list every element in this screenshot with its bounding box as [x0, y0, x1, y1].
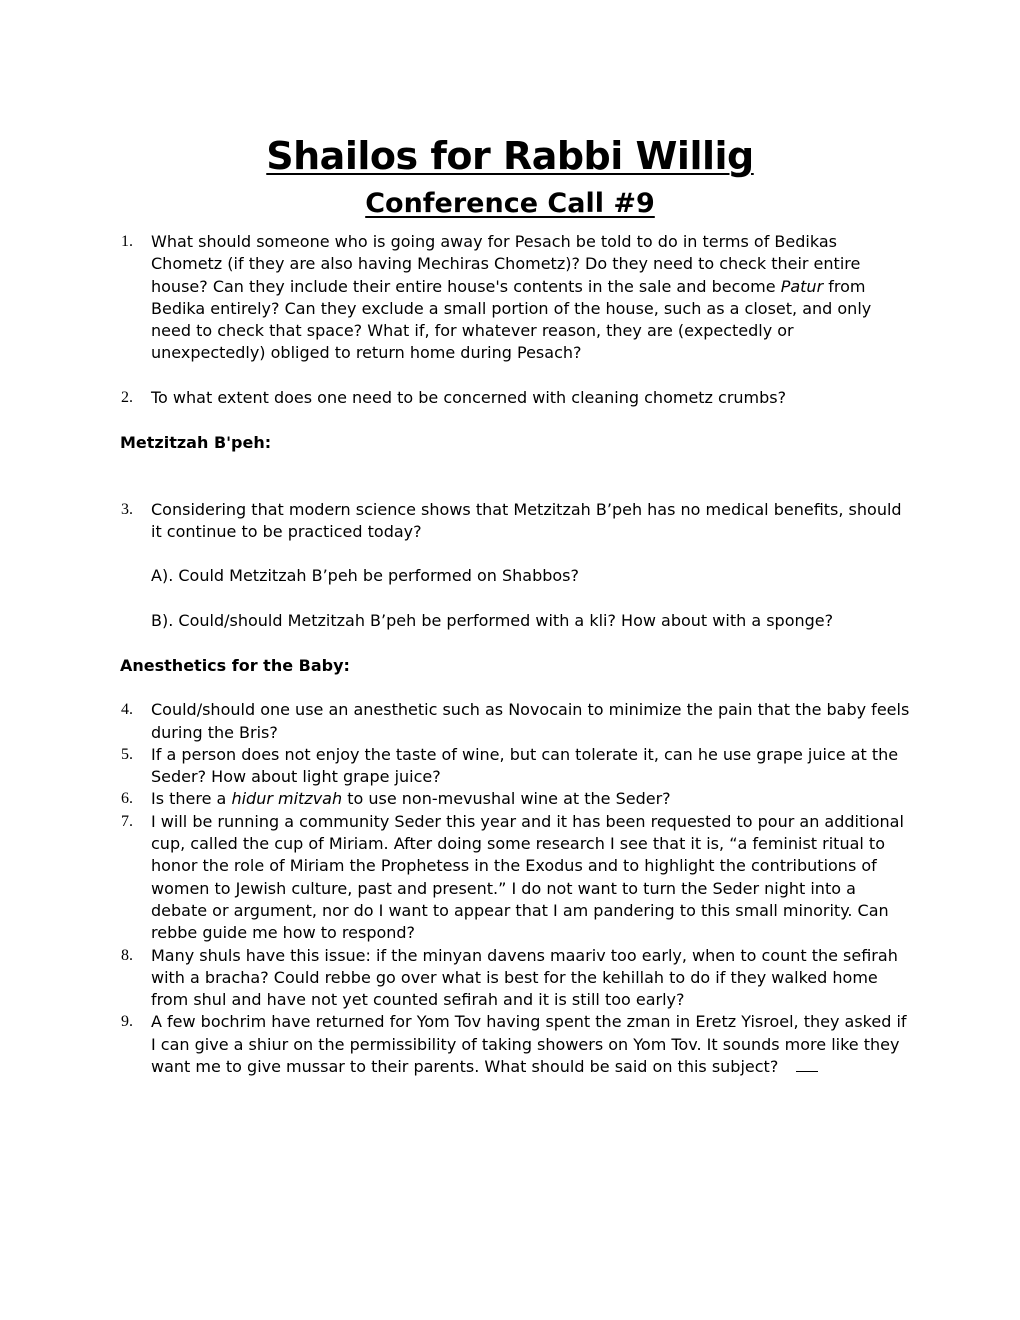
question-8 — [120, 945, 910, 1012]
question-7 — [120, 811, 910, 945]
question-text: Could/should one use an anesthetic such as Novocain to minimize the pain that the baby feels during the Bris? — [151, 700, 910, 742]
page-subtitle — [0, 186, 1020, 222]
question-3-sub-a: A). Could Metzitzah B’peh be performed on Shabbos? — [151, 566, 580, 586]
question-number: 2. — [121, 389, 133, 407]
page-title-text: Shailos for Rabbi Willig — [266, 134, 754, 178]
question-text: I will be running a community Seder this year and it has been requested to pour an additional cup, called the cup of Miriam. After doing some research I see that it is, “a feminist ritual to honor the role of Miriam the Prophetess in the Exodus and to highlight the contributions of women to Jewish culture, past and present.” I do not want to turn the Seder night into a debate or argument, nor do I want to appear that I am pandering to this small minority. Can rebbe guide me how to respond? — [151, 811, 904, 943]
question-number: 8. — [121, 946, 133, 964]
question-text: What should someone who is going away for Pesach be told to do in terms of Bedikas Chometz (if they are also having Mechiras Chometz)? Do they need to check their entire house? Can they include their entire house's contents in the sale and become — [151, 232, 861, 296]
section-heading-metzitzah: Metzitzah B'peh: — [120, 432, 272, 452]
question-text-cont: from Bedika entirely? Can they exclude a small portion of the house, such as a closet, and only need to check that space? What if, for whatever reason, they are (expectedly or unexpectedly) obliged to return home during Pesach? — [151, 276, 872, 363]
question-text: To what extent does one need to be concerned with cleaning chometz crumbs? — [151, 388, 787, 408]
question-1 — [120, 231, 910, 365]
page-title — [0, 130, 1020, 182]
blank-underline — [796, 1057, 818, 1072]
question-9 — [120, 1011, 910, 1078]
question-number: 4. — [121, 701, 133, 719]
question-3 — [120, 499, 910, 544]
question-3-sub-b: B). Could/should Metzitzah B’peh be performed with a kli? How about with a sponge? — [151, 611, 834, 631]
question-number: 3. — [121, 500, 133, 518]
question-text: Considering that modern science shows that Metzitzah B’peh has no medical benefits, should it continue to be practiced today? — [151, 499, 902, 541]
question-number: 1. — [121, 233, 133, 250]
page-subtitle-text: Conference Call #9 — [365, 188, 655, 219]
question-text: Many shuls have this issue: if the minyan davens maariv too early, when to count the sefirah with a bracha? Could rebbe go over what is best for the kehillah to do if they walked home from shul and have not yet counted sefirah and it is still too early? — [151, 945, 898, 1010]
question-number: 7. — [121, 812, 133, 830]
question-text: A few bochrim have returned for Yom Tov having spent the zman in Eretz Yisroel, they asked if I can give a shiur on the permissibility of taking showers on Yom Tov. It sounds more like they want me to give mussar to their parents. What should be said on this subject? — [151, 1012, 907, 1076]
question-6 — [120, 788, 910, 810]
question-2 — [120, 387, 910, 409]
question-text: Is there a — [151, 789, 232, 809]
question-number: 5. — [121, 745, 133, 763]
question-italic-term: hidur mitzvah — [231, 789, 343, 809]
question-5 — [120, 744, 910, 789]
question-number: 9. — [121, 1013, 133, 1031]
question-italic-term: Patur — [780, 276, 824, 296]
question-text-cont: to use non-mevushal wine at the Seder? — [342, 789, 671, 809]
question-number: 6. — [121, 790, 133, 808]
question-text: If a person does not enjoy the taste of wine, but can tolerate it, can he use grape juice at the Seder? How about light grape juice? — [151, 744, 899, 787]
section-heading-anesthetics: Anesthetics for the Baby: — [120, 655, 350, 675]
question-4 — [120, 699, 910, 744]
question-list — [120, 231, 910, 1078]
